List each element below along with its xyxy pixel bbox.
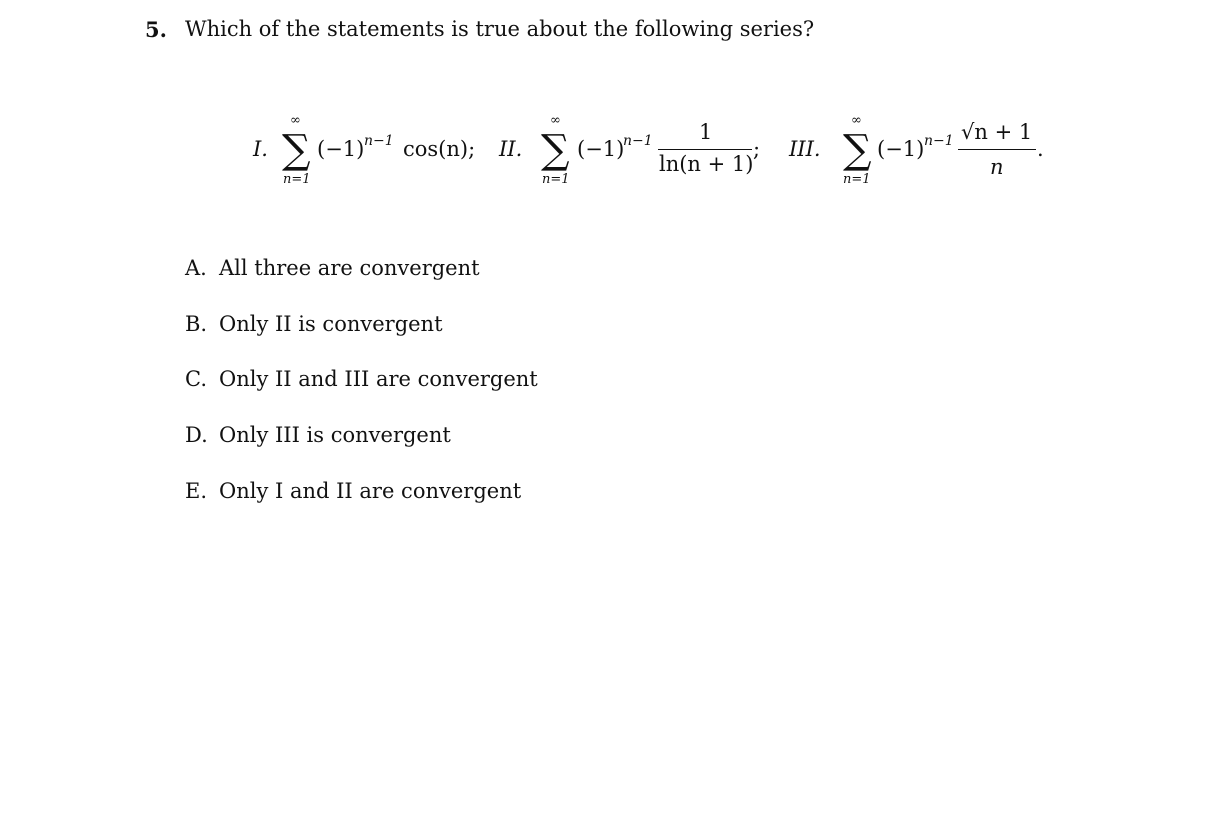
option-c[interactable] (185, 367, 538, 391)
series-i-label: I. (253, 137, 268, 161)
series-ii-numerator: 1 (699, 120, 713, 144)
option-d[interactable] (185, 423, 451, 447)
series-iii-lower-limit: n=1 (843, 172, 871, 187)
option-d-letter: D. (185, 423, 208, 447)
series-ii-upper-limit: ∞ (550, 113, 561, 128)
question-text: Which of the statements is true about the following series? (185, 17, 815, 41)
series-ii-label: II. (499, 137, 523, 161)
option-c-text: Only II and III are convergent (219, 367, 538, 391)
series-ii-denominator: ln(n + 1) (659, 152, 754, 176)
option-b-letter: B. (185, 312, 208, 336)
option-a[interactable] (185, 256, 480, 280)
series-iii-fraction-bar (958, 149, 1036, 150)
series-ii-exponent: n−1 (623, 133, 653, 149)
series-ii-lower-limit: n=1 (542, 172, 570, 187)
series-ii-sigma: ∑ (541, 127, 570, 173)
series-iii-trail: . (1037, 137, 1044, 161)
series-i-base: (−1) (317, 137, 365, 161)
series-iii-upper-limit: ∞ (851, 113, 862, 128)
series-i-term: cos(n); (403, 137, 476, 161)
series-iii-exponent: n−1 (924, 133, 954, 149)
series-i-lower-limit: n=1 (283, 172, 311, 187)
option-c-letter: C. (185, 367, 207, 391)
option-b-text: Only II is convergent (219, 312, 443, 336)
series-iii-denominator: n (990, 155, 1004, 179)
series-i-sigma: ∑ (282, 127, 311, 173)
series-ii-base: (−1) (577, 137, 625, 161)
option-d-text: Only III is convergent (219, 423, 451, 447)
option-a-text: All three are convergent (219, 256, 480, 280)
series-iii-label: III. (789, 137, 821, 161)
series-iii-base: (−1) (877, 137, 925, 161)
option-e-text: Only I and II are convergent (219, 479, 522, 503)
option-e-letter: E. (185, 479, 208, 503)
series-i-exponent: n−1 (364, 133, 394, 149)
series-i-upper-limit: ∞ (290, 113, 301, 128)
option-b[interactable] (185, 312, 443, 336)
question-number: 5. (145, 17, 167, 42)
series-iii-numerator: √n + 1 (961, 120, 1033, 144)
option-a-letter: A. (185, 256, 207, 280)
series-ii-fraction-bar (658, 149, 752, 150)
option-e[interactable] (185, 479, 521, 503)
series-ii-trail: ; (753, 137, 761, 161)
series-iii-sigma: ∑ (843, 127, 872, 173)
